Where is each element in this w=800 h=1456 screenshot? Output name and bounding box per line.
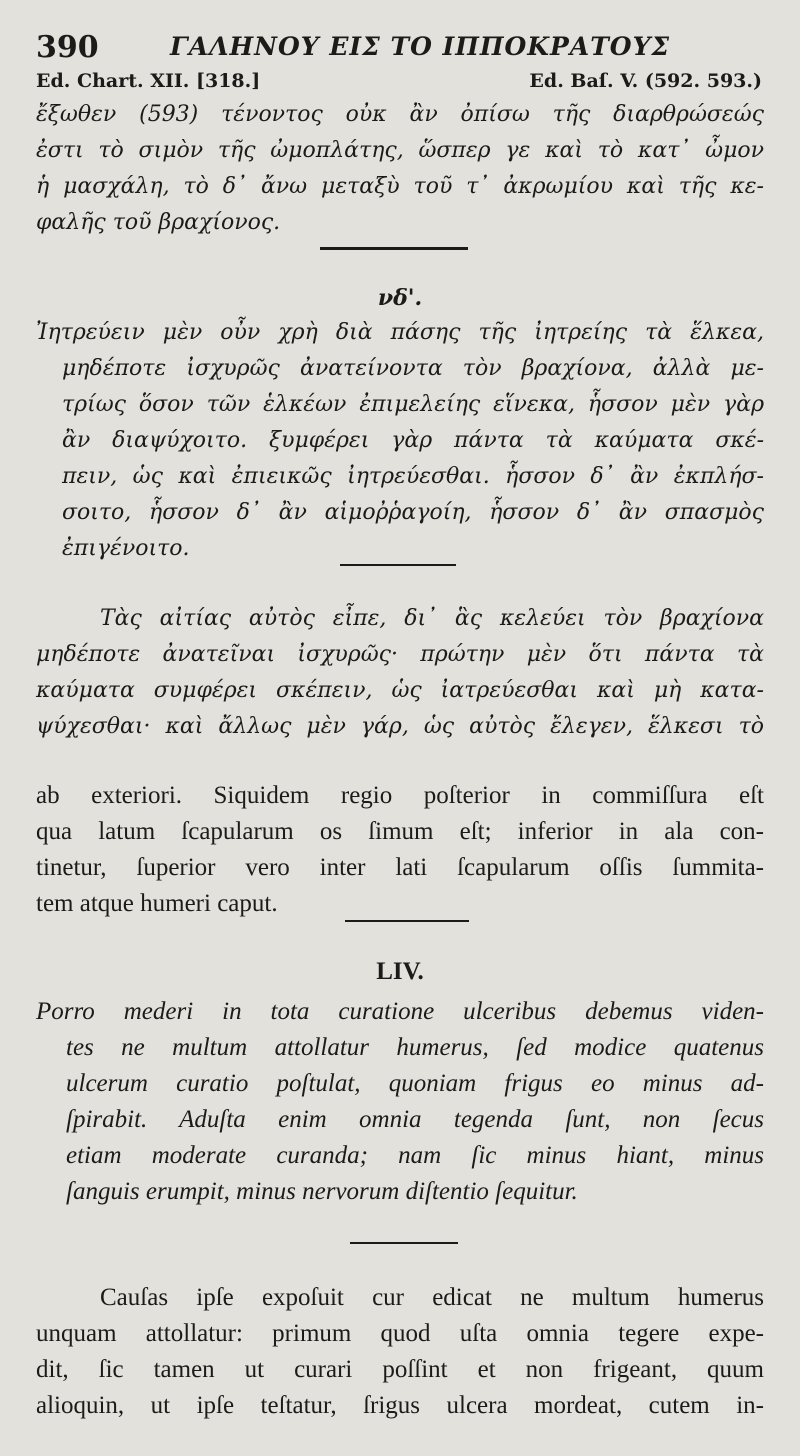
latin-section-number: LIV. [376,958,424,985]
text-line: tinetur, ſuperior vero inter lati ſcapularum oſſis ſummita- [36,854,764,881]
text-line: σοιτο, ἧσσον δ᾽ ἂν αἱμοῤῥαγοίη, ἧσσον δ᾽ ἂν σπασμὸς [62,500,764,525]
text-line: unquam attollatur: primum quod uſta omnia tegere expe- [36,1320,764,1347]
text-line: Ἰητρεύειν μὲν οὖν χρὴ διὰ πάσης τῆς ἰητρείης τὰ ἕλκεα, [36,320,764,345]
text-line: μηδέποτε ἰσχυρῶς ἀνατείνοντα τὸν βραχίονα, ἀλλὰ με- [62,356,764,381]
text-line: Porro mederi in tota curatione ulceribus debemus viden- [36,998,764,1025]
text-line: τρίως ὅσον τῶν ἑλκέων ἐπιμελείης εἵνεκα, ἧσσον μὲν γὰρ [62,392,764,417]
running-title: ΓΑΛΗΝΟΥ ΕΙΣ ΤΟ ΙΠΠΟΚΡΑΤΟΥΣ [170,32,671,61]
section-divider [340,564,456,566]
page-number: 390 [36,30,99,65]
text-line: ἐστι τὸ σιμὸν τῆς ὠμοπλάτης, ὥσπερ γε καὶ τὸ κατ᾽ ὦμον [36,138,764,163]
text-line: μηδέποτε ἀνατεῖναι ἰσχυρῶς· πρώτην μὲν ὅτι πάντα τὰ [36,642,764,667]
text-line: φαλῆς τοῦ βραχίονος. [36,210,281,235]
text-line: ἂν διαψύχοιτο. ξυμφέρει γὰρ πάντα τὰ καύματα σκέ- [62,428,764,453]
text-line: etiam moderate curanda; nam ſic minus hiant, minus [66,1142,764,1169]
section-divider [320,247,468,250]
text-line: Cauſas ipſe expoſuit cur edicat ne multum humerus [100,1284,764,1311]
text-line: καύματα συμφέρει σκέπειν, ὡς ἰατρεύεσθαι καὶ μὴ κατα- [36,678,764,703]
text-line: alioquin, ut ipſe teſtatur, ſrigus ulcera mordeat, cutem in- [36,1392,764,1419]
text-line: ab exteriori. Siquidem regio poſterior in commiſſura eſt [36,782,764,809]
section-divider [345,920,469,922]
text-line: ἡ μασχάλη, τὸ δ᾽ ἄνω μεταξὺ τοῦ τ᾽ ἀκρωμίου καὶ τῆς κε- [36,174,764,199]
text-line: ἐπιγένοιτο. [62,536,190,561]
edition-reference-right: Ed. Baſ. V. (592. 593.) [529,70,762,92]
edition-reference-left: Ed. Chart. XII. [318.] [36,70,261,92]
text-line: ſanguis erumpit, minus nervorum diſtentio ſequitur. [66,1178,578,1205]
text-line: ſpirabit. Aduſta enim omnia tegenda ſunt, non ſecus [66,1106,764,1133]
text-line: ψύχεσθαι· καὶ ἄλλως μὲν γάρ, ὡς αὐτὸς ἔλεγεν, ἕλκεσι τὸ [36,714,764,739]
text-line: tes ne multum attollatur humerus, ſed modice quatenus [66,1034,764,1061]
section-divider [350,1242,458,1244]
text-line: ἔξωθεν (593) τένοντος οὐκ ἂν ὀπίσω τῆς διαρθρώσεώς [36,102,764,127]
text-line: ulcerum curatio poſtulat, quoniam frigus eo minus ad- [66,1070,764,1097]
text-line: tem atque humeri caput. [36,890,278,917]
text-line: qua latum ſcapularum os ſimum eſt; inferior in ala con- [36,818,764,845]
greek-section-number: νδ'. [377,285,423,311]
text-line: Τὰς αἰτίας αὐτὸς εἶπε, δι᾽ ἃς κελεύει τὸν βραχίονα [100,606,764,631]
text-line: πειν, ὡς καὶ ἐπιεικῶς ἰητρεύεσθαι. ἧσσον δ᾽ ἂν ἐκπλήσ- [62,464,764,489]
text-line: dit, ſic tamen ut curari poſſint et non frigeant, quum [36,1356,764,1383]
